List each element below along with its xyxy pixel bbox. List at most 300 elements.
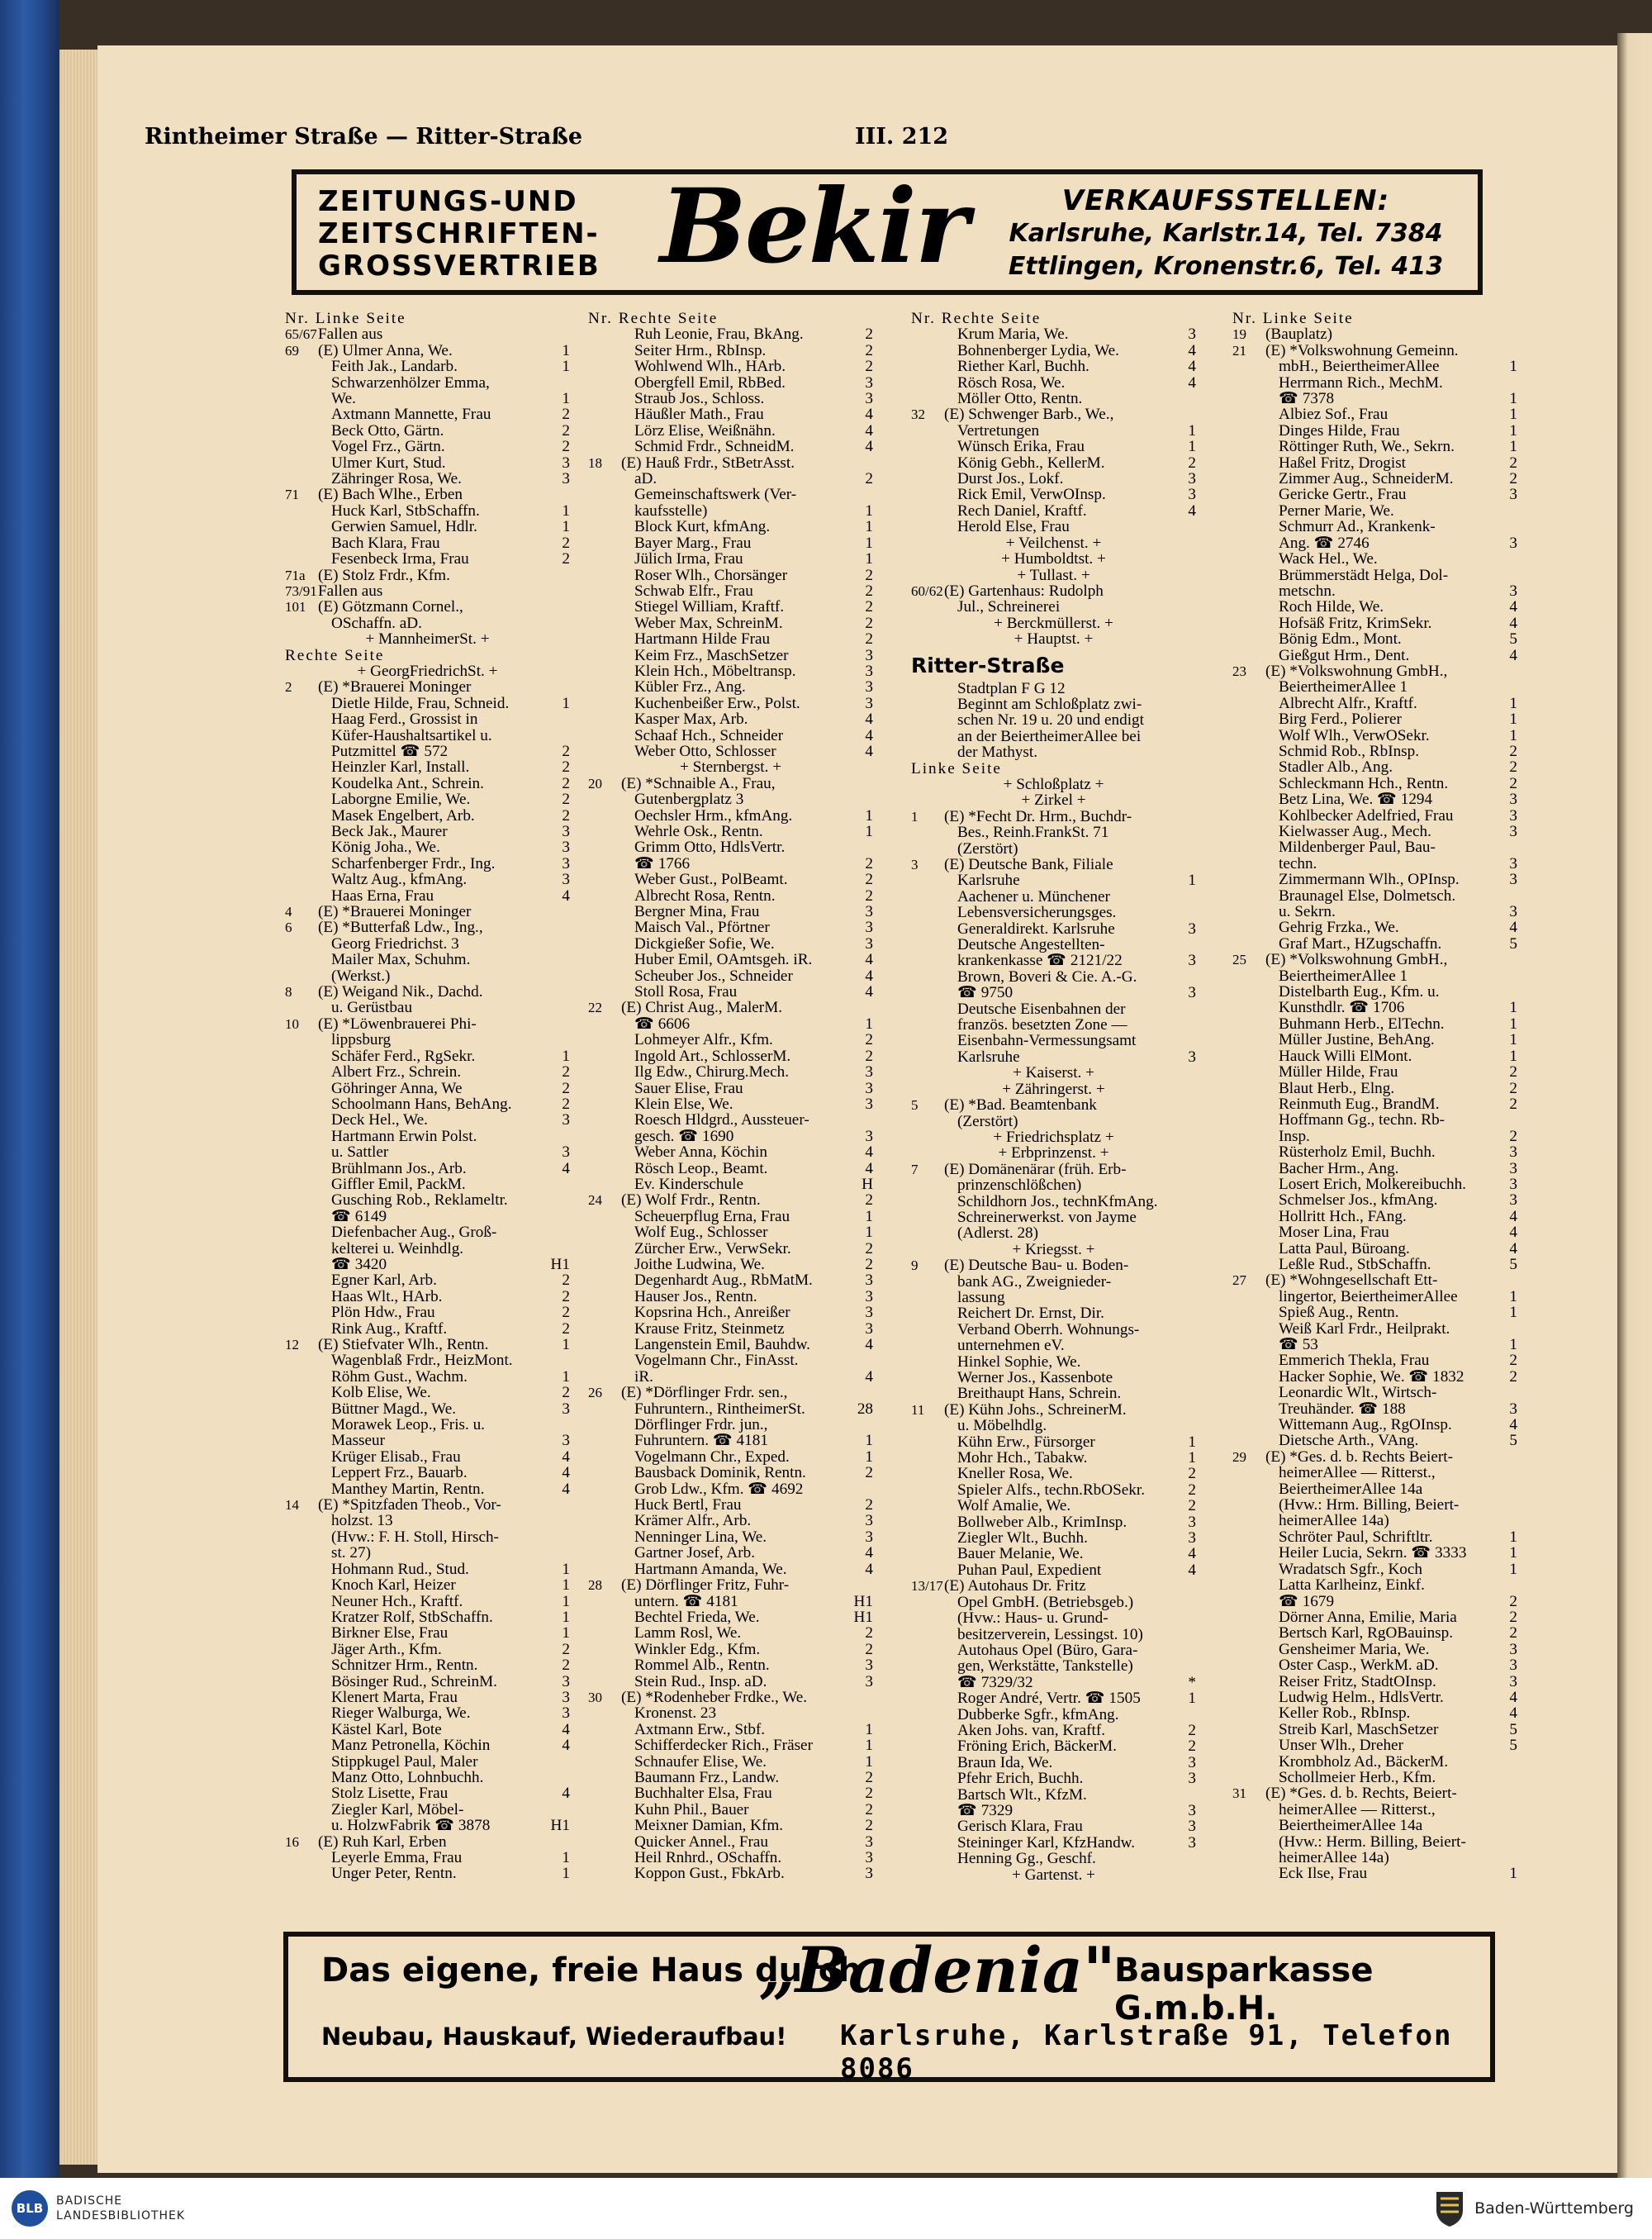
floor-number xyxy=(1496,1850,1517,1866)
directory-entry xyxy=(285,503,570,519)
floor-number xyxy=(548,1209,570,1224)
directory-entry xyxy=(911,1386,1196,1401)
floor-number xyxy=(1175,681,1196,696)
house-number xyxy=(588,343,621,359)
house-number xyxy=(285,375,318,391)
house-number xyxy=(911,1434,944,1450)
bw-brand[interactable] xyxy=(1433,2189,1634,2228)
house-number xyxy=(285,936,318,952)
floor-number: 3 xyxy=(1188,1818,1196,1836)
resident-text: prinzenschlößchen) xyxy=(957,1177,1082,1194)
floor-number xyxy=(1496,1112,1517,1128)
directory-entry xyxy=(1232,568,1517,583)
resident-text: Schmurr Ad., Krankenk- xyxy=(1279,519,1436,535)
house-number xyxy=(285,1866,318,1881)
resident-text: Zimmermann Wlh., OPInsp. xyxy=(1279,872,1460,888)
directory-entry xyxy=(285,391,570,406)
house-number xyxy=(1232,1818,1265,1833)
directory-entry xyxy=(588,455,873,471)
floor-number: 2 xyxy=(562,1640,570,1658)
directory-entry xyxy=(911,681,1196,696)
house-number xyxy=(1232,936,1265,952)
directory-entry xyxy=(285,439,570,454)
house-number xyxy=(1232,1594,1265,1609)
floor-number xyxy=(1496,375,1517,391)
resident-text: (E) *Löwenbrauerei Phi- xyxy=(318,1015,477,1033)
directory-entry xyxy=(1232,1545,1517,1561)
resident-text: Bergner Mina, Frau xyxy=(634,904,760,920)
directory-entry xyxy=(911,1274,1196,1290)
ad-headline-right: Bausparkasse G.m.b.H. xyxy=(1114,1951,1374,2027)
house-number xyxy=(1232,568,1265,583)
floor-number: 2 xyxy=(1509,774,1517,792)
directory-entry xyxy=(285,343,570,359)
resident-text: Gericke Gertr., Frau xyxy=(1279,487,1407,503)
resident-text: (E) Hauß Frdr., StBetrAsst. xyxy=(621,454,795,472)
floor-number: 2 xyxy=(1509,1352,1517,1370)
floor-number xyxy=(548,1529,570,1545)
floor-number: 3 xyxy=(1188,1513,1196,1531)
resident-text: Fuhruntern., RintheimerSt. xyxy=(634,1400,805,1418)
resident-text: Haag Ferd., Grossist in xyxy=(331,711,478,728)
directory-entry xyxy=(1232,1081,1517,1096)
directory-entry xyxy=(911,1690,1196,1706)
bw-label: Baden-Württemberg xyxy=(1474,2199,1634,2218)
floor-number: 1 xyxy=(562,1560,570,1578)
house-number: 32 xyxy=(911,406,925,423)
floor-number: 2 xyxy=(562,1095,570,1113)
floor-number: 4 xyxy=(865,438,873,456)
house-number xyxy=(1232,1850,1265,1866)
house-number xyxy=(285,1785,318,1801)
resident-text: Axtmann Erw., Stbf. xyxy=(634,1721,766,1738)
floor-number: 4 xyxy=(562,1785,570,1803)
house-number xyxy=(911,1482,944,1498)
floor-number xyxy=(548,904,570,920)
directory-entry xyxy=(588,968,873,984)
directory-entry xyxy=(588,824,873,839)
resident-text: Rech Daniel, Kraftf. xyxy=(957,502,1087,520)
floor-number: 2 xyxy=(562,421,570,440)
resident-text: Vogelmann Chr., Exped. xyxy=(634,1448,790,1466)
house-number xyxy=(911,841,944,857)
resident-text: (E) Dörflinger Fritz, Fuhr- xyxy=(621,1577,790,1594)
house-number xyxy=(588,824,621,839)
resident-text: (E) *Bad. Beamtenbank xyxy=(944,1097,1097,1114)
directory-entry xyxy=(911,1658,1196,1674)
directory-entry xyxy=(1232,1144,1517,1160)
floor-number: 3 xyxy=(562,1432,570,1450)
floor-number: 4 xyxy=(865,742,873,760)
house-number xyxy=(1232,1032,1265,1048)
resident-text: Latta Karlheinz, Einkf. xyxy=(1279,1577,1425,1594)
directory-entry xyxy=(588,1048,873,1064)
resident-text: Klein Else, We. xyxy=(634,1096,733,1113)
directory-entry xyxy=(285,1081,570,1096)
floor-number: 3 xyxy=(865,903,873,921)
house-number xyxy=(1232,1369,1265,1385)
directory-entry xyxy=(285,1096,570,1112)
floor-number: 1 xyxy=(562,1576,570,1595)
directory-entry xyxy=(1232,776,1517,791)
floor-number: 4 xyxy=(1188,341,1196,359)
floor-number: 2 xyxy=(865,1464,873,1482)
directory-entry xyxy=(588,1642,873,1657)
resident-text: Rink Aug., Kraftf. xyxy=(331,1320,448,1337)
resident-text: BeiertheimerAllee 14a xyxy=(1279,1481,1423,1498)
house-number xyxy=(588,1481,621,1497)
directory-entry xyxy=(588,679,873,695)
resident-text: Henning Gg., Geschf. xyxy=(957,1851,1096,1867)
floor-number xyxy=(1175,729,1196,744)
house-number xyxy=(911,1290,944,1305)
house-number xyxy=(588,663,621,679)
floor-number xyxy=(548,1241,570,1257)
floor-number: 3 xyxy=(1509,1400,1517,1418)
house-number xyxy=(1232,872,1265,887)
resident-text: Schröter Paul, Schriftltr. xyxy=(1279,1528,1433,1546)
resident-text: ☎ 9750 xyxy=(957,985,1014,1001)
directory-entry xyxy=(588,1000,873,1015)
resident-text: Scheuber Jos., Schneider xyxy=(634,967,793,985)
floor-number: 3 xyxy=(1509,1672,1517,1690)
floor-number: 2 xyxy=(1509,1063,1517,1081)
floor-number: 5 xyxy=(1509,934,1517,953)
house-number xyxy=(911,969,944,985)
directory-entry xyxy=(285,1192,570,1208)
house-number xyxy=(1232,583,1265,599)
cross-street: + Friedrichsplatz + xyxy=(993,1128,1114,1146)
directory-entry xyxy=(285,1737,570,1753)
directory-entry xyxy=(1232,1481,1517,1497)
floor-number: 2 xyxy=(562,534,570,552)
cross-street: + Schloßplatz + xyxy=(1003,775,1104,793)
house-number xyxy=(285,1513,318,1528)
resident-text: Losert Erich, Molkereibuchh. xyxy=(1279,1176,1466,1193)
resident-text: (E) *Volkswohnung GmbH., xyxy=(1265,952,1448,968)
resident-text: Rommel Alb., Rentn. xyxy=(634,1657,770,1674)
directory-entry xyxy=(1232,1594,1517,1609)
running-head xyxy=(145,124,1499,157)
directory-entry xyxy=(588,599,873,615)
house-number xyxy=(911,825,944,840)
directory-entry xyxy=(588,808,873,824)
resident-text: heimerAllee 14a) xyxy=(1279,1850,1389,1866)
directory-entry xyxy=(285,406,570,422)
floor-number: 2 xyxy=(1509,1608,1517,1626)
resident-text: Reiser Fritz, StadtOInsp. xyxy=(1279,1673,1436,1690)
house-number xyxy=(285,1562,318,1577)
directory-entry xyxy=(911,825,1196,840)
floor-number: 4 xyxy=(562,1159,570,1177)
floor-number: 1 xyxy=(865,1015,873,1033)
house-number xyxy=(1232,503,1265,519)
floor-number: H1 xyxy=(550,1817,570,1835)
resident-text: Kopsrina Hch., Anreißer xyxy=(634,1305,790,1321)
directory-entry xyxy=(588,391,873,406)
directory-entry xyxy=(911,1642,1196,1658)
directory-entry xyxy=(1232,1177,1517,1192)
resident-text: Haas Erna, Frau xyxy=(331,887,434,905)
floor-number: 3 xyxy=(562,1688,570,1706)
directory-entry xyxy=(911,1610,1196,1626)
house-number xyxy=(1232,679,1265,695)
resident-text: (Hvw.: Hrm. Billing, Beiert- xyxy=(1279,1497,1460,1514)
resident-text: Manthey Martin, Rentn. xyxy=(331,1481,485,1498)
house-number: 4 xyxy=(285,904,292,920)
house-number: 22 xyxy=(588,1000,602,1016)
house-number xyxy=(285,1352,318,1368)
floor-number xyxy=(1175,905,1196,920)
resident-text: Dörflinger Frdr. jun., xyxy=(634,1417,768,1433)
directory-entry xyxy=(1232,824,1517,839)
house-number xyxy=(1232,455,1265,471)
resident-text: Heinzler Karl, Install. xyxy=(331,759,470,776)
house-number xyxy=(1232,1529,1265,1545)
floor-number: 3 xyxy=(1509,486,1517,504)
house-number: 16 xyxy=(285,1833,299,1850)
resident-text: Stoll Rosa, Frau xyxy=(634,984,738,1001)
directory-entry xyxy=(285,1481,570,1497)
floor-number xyxy=(852,1705,873,1721)
directory-entry xyxy=(911,953,1196,968)
floor-number: 3 xyxy=(1509,854,1517,872)
floor-number xyxy=(1496,952,1517,967)
floor-number: 3 xyxy=(865,1304,873,1322)
floor-number xyxy=(1175,1787,1196,1803)
resident-text: Grimm Otto, HdlsVertr. xyxy=(634,839,786,856)
directory-entry xyxy=(588,1529,873,1545)
house-number xyxy=(285,1818,318,1833)
directory-entry xyxy=(588,343,873,359)
resident-text: Röttinger Ruth, We., Sekrn. xyxy=(1279,439,1455,455)
house-number xyxy=(911,1274,944,1290)
floor-number: 1 xyxy=(1509,1287,1517,1305)
directory-entry xyxy=(1232,1513,1517,1528)
floor-number: 1 xyxy=(865,823,873,840)
house-number xyxy=(588,936,621,952)
resident-text: Wolf Eug., Schlosser xyxy=(634,1224,768,1241)
directory-entry xyxy=(285,1401,570,1417)
page-number: III. 212 xyxy=(855,124,949,150)
floor-number: 4 xyxy=(1509,646,1517,664)
directory-entry xyxy=(588,648,873,663)
floor-number: 2 xyxy=(1509,1367,1517,1386)
resident-text: (Hvw.: Haus- u. Grund- xyxy=(957,1610,1108,1627)
directory-entry xyxy=(1232,391,1517,406)
house-number xyxy=(588,1497,621,1513)
house-number xyxy=(1232,359,1265,374)
floor-number: 4 xyxy=(1509,1688,1517,1706)
house-number xyxy=(911,375,944,391)
house-number xyxy=(1232,391,1265,406)
house-number xyxy=(911,1595,944,1610)
floor-number: 2 xyxy=(865,341,873,359)
house-number xyxy=(588,1289,621,1305)
floor-number xyxy=(852,1352,873,1368)
directory-entry xyxy=(1232,872,1517,887)
house-number: 3 xyxy=(911,857,919,872)
house-number xyxy=(1232,776,1265,791)
house-number xyxy=(588,1642,621,1657)
floor-number: 2 xyxy=(1509,1095,1517,1113)
resident-text: Schreinerwerkst. von Jayme xyxy=(957,1209,1137,1226)
floor-number: 2 xyxy=(562,806,570,825)
resident-text: ☎ 6149 xyxy=(331,1208,387,1225)
floor-number xyxy=(548,952,570,967)
directory-entry xyxy=(1232,1000,1517,1015)
directory-entry xyxy=(285,423,570,439)
house-number xyxy=(285,1289,318,1305)
resident-text: Schnaufer Elise, We. xyxy=(634,1753,767,1770)
house-number xyxy=(1232,1352,1265,1368)
directory-entry xyxy=(588,1545,873,1561)
floor-number: 4 xyxy=(865,406,873,424)
house-number xyxy=(588,1048,621,1064)
resident-text: Schollmeier Herb., Kfm. xyxy=(1279,1769,1436,1786)
directory-entry xyxy=(285,616,570,631)
floor-number xyxy=(548,1177,570,1192)
directory-entry xyxy=(588,1064,873,1080)
floor-number xyxy=(1175,1627,1196,1642)
house-number xyxy=(911,326,944,342)
directory-entry xyxy=(285,904,570,920)
floor-number: 1 xyxy=(562,694,570,712)
resident-text: König Joha., We. xyxy=(331,839,440,856)
viewer-footer xyxy=(0,2178,1652,2239)
resident-text: Unger Peter, Rentn. xyxy=(331,1866,457,1882)
house-number xyxy=(588,1562,621,1577)
directory-entry xyxy=(1232,696,1517,711)
resident-text: Putzmittel ☎ 572 xyxy=(331,743,449,760)
floor-number: H1 xyxy=(853,1592,873,1610)
resident-text: Meixner Damian, Kfm. xyxy=(634,1818,784,1834)
floor-number: 3 xyxy=(865,678,873,696)
resident-text: Jul., Schreinerei xyxy=(957,599,1061,616)
house-number xyxy=(1232,1657,1265,1673)
resident-text: (E) Gartenhaus: Rudolph xyxy=(944,582,1104,600)
directory-entry xyxy=(911,696,1196,712)
directory-entry xyxy=(285,1609,570,1625)
house-number xyxy=(1232,1305,1265,1320)
resident-text: Gießgut Hrm., Dent. xyxy=(1279,647,1410,663)
directory-entry xyxy=(588,1081,873,1096)
directory-entry xyxy=(1232,439,1517,454)
directory-entry xyxy=(588,791,873,807)
floor-number: 3 xyxy=(1188,984,1196,1002)
resident-text: Leyerle Emma, Frau xyxy=(331,1850,463,1866)
house-number xyxy=(1232,1722,1265,1737)
floor-number: 3 xyxy=(865,1063,873,1081)
resident-text: Wehrle Osk., Rentn. xyxy=(634,824,763,840)
resident-text: u. Möbelhdlg. xyxy=(957,1418,1047,1434)
directory-entry xyxy=(1232,1850,1517,1866)
directory-entry xyxy=(588,1337,873,1352)
resident-text: Zürcher Erw., VerwSekr. xyxy=(634,1240,791,1257)
floor-number xyxy=(548,1545,570,1561)
resident-text: Hartmann Amanda, We. xyxy=(634,1561,787,1578)
resident-text: Hauser Jos., Rentn. xyxy=(634,1288,757,1305)
resident-text: Schoolmann Hans, BehAng. xyxy=(331,1096,512,1113)
resident-text: Vertretungen xyxy=(957,422,1040,440)
resident-text: (E) *Volkswohnung Gemeinn. xyxy=(1265,342,1459,359)
house-number xyxy=(588,583,621,599)
resident-text: Insp. xyxy=(1279,1128,1310,1145)
house-number xyxy=(1232,1674,1265,1690)
floor-number xyxy=(1175,1290,1196,1305)
resident-text: u. Sekrn. xyxy=(1279,904,1336,920)
floor-number: 4 xyxy=(1509,1416,1517,1434)
resident-text: (E) Domänenärar (früh. Erb- xyxy=(944,1161,1127,1178)
resident-text: Kuchenbeißer Erw., Polst. xyxy=(634,695,800,712)
directory-entry xyxy=(911,1562,1196,1578)
directory-entry xyxy=(911,712,1196,728)
resident-text: Kohlbecker Adelfried, Frau xyxy=(1279,807,1454,824)
directory-entry xyxy=(285,1642,570,1657)
floor-number xyxy=(852,487,873,502)
resident-text: (Hvw.: F. H. Stoll, Hirsch- xyxy=(331,1528,499,1546)
floor-number: 3 xyxy=(1509,1657,1517,1675)
resident-text: Dietle Hilde, Frau, Schneid. xyxy=(331,695,510,712)
house-number xyxy=(1232,1161,1265,1177)
floor-number xyxy=(1175,1017,1196,1033)
house-number xyxy=(285,1241,318,1257)
directory-entry xyxy=(285,679,570,695)
resident-text: Gemeinschaftswerk (Ver- xyxy=(634,487,797,503)
floor-number: 2 xyxy=(1509,1079,1517,1097)
house-number xyxy=(588,648,621,663)
floor-number: 4 xyxy=(1188,358,1196,376)
floor-number xyxy=(548,711,570,727)
floor-number: 2 xyxy=(562,1287,570,1305)
directory-entry xyxy=(285,920,570,935)
floor-number: 4 xyxy=(562,1480,570,1498)
resident-text: (Bauplatz) xyxy=(1265,326,1332,343)
floor-number xyxy=(1175,406,1196,422)
floor-number: 3 xyxy=(865,1657,873,1675)
resident-text: Koppon Gust., FbkArb. xyxy=(634,1866,785,1882)
house-number xyxy=(285,1257,318,1272)
house-number xyxy=(285,1705,318,1721)
floor-number: 2 xyxy=(562,742,570,760)
house-number xyxy=(588,471,621,487)
floor-number xyxy=(852,1481,873,1497)
directory-entry xyxy=(1232,1529,1517,1545)
house-number xyxy=(285,711,318,727)
resident-text: Graf Mart., HZugschaffn. xyxy=(1279,935,1442,953)
floor-number xyxy=(548,616,570,631)
directory-entry xyxy=(285,1337,570,1352)
floor-number: 3 xyxy=(1509,791,1517,809)
house-number: 27 xyxy=(1232,1272,1246,1289)
ad-slogan: Neubau, Hauskauf, Wiederaufbau! xyxy=(321,2023,787,2051)
house-number xyxy=(285,1209,318,1224)
floor-number: 4 xyxy=(865,726,873,744)
floor-number: 5 xyxy=(1509,1720,1517,1738)
resident-text: Axtmann Mannette, Frau xyxy=(331,406,491,423)
directory-entry xyxy=(911,1803,1196,1818)
resident-text: Ulmer Kurt, Stud. xyxy=(331,454,446,472)
house-number xyxy=(911,391,944,406)
page-edges xyxy=(59,50,99,2165)
directory-entry xyxy=(1232,1657,1517,1673)
blb-brand[interactable] xyxy=(12,2190,185,2227)
directory-entry xyxy=(1232,936,1517,952)
directory-entry xyxy=(285,1112,570,1128)
house-number xyxy=(285,439,318,454)
directory-column-3 xyxy=(911,311,1196,1883)
directory-entry xyxy=(911,487,1196,502)
